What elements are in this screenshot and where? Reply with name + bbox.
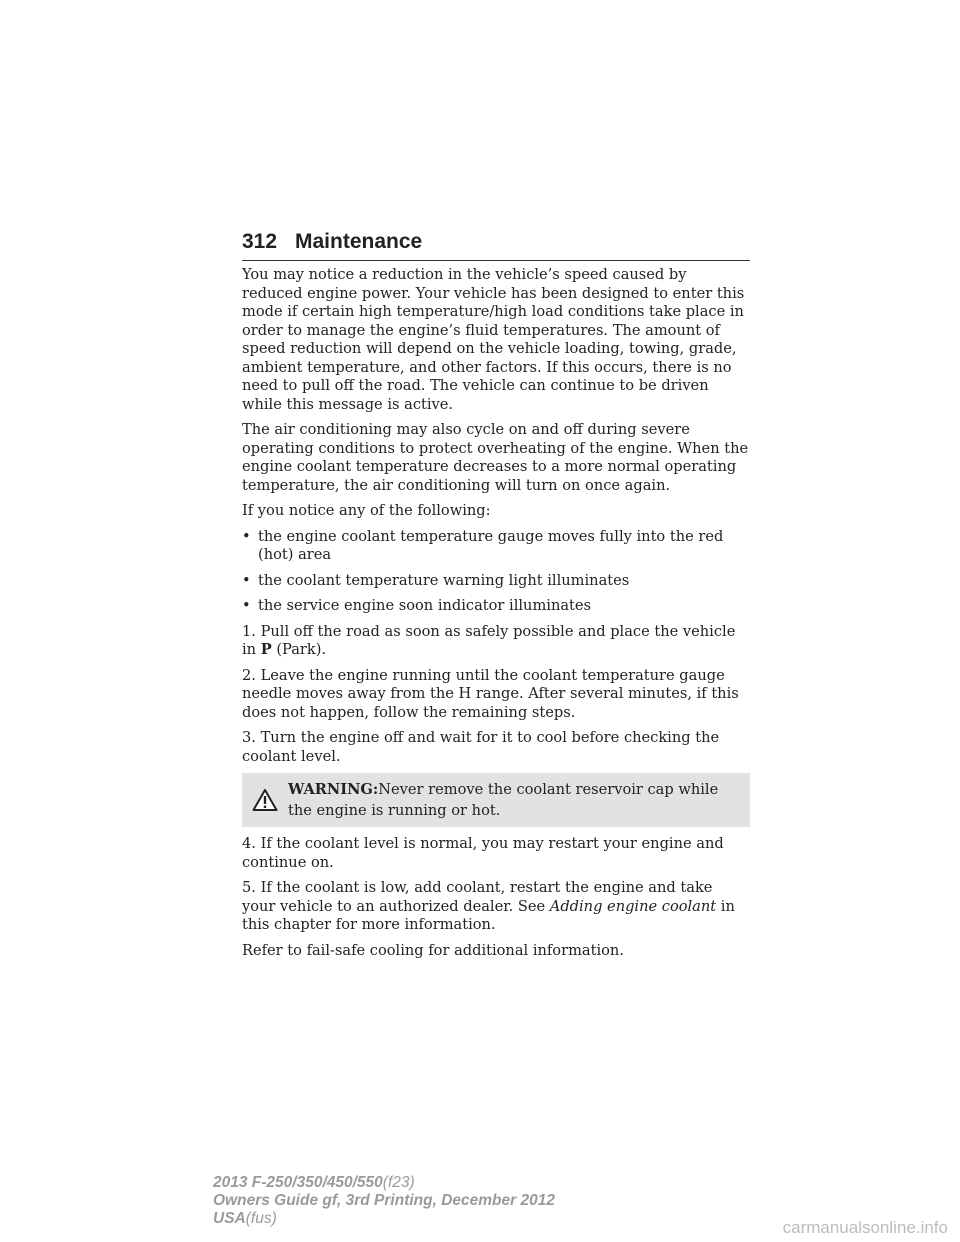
step-5-end: in this chapter for more information. [242, 897, 735, 933]
footer-model-code: (f23) [382, 1174, 415, 1191]
bullet-item [242, 597, 750, 616]
step-5-text: 5. If the coolant is low, add coolant, restart the engine and take your vehicle to an authorized dealer. See [242, 879, 713, 915]
cross-reference-link[interactable]: Adding engine coolant [549, 897, 717, 915]
paragraph-notice-intro: If you notice any of the following: [242, 502, 491, 519]
bullet-item [242, 528, 750, 565]
footer-edition: Owners Guide gf, 3rd Printing, December 2012 [213, 1192, 555, 1209]
page-number: 312 [242, 230, 278, 253]
bullet-dot: • [242, 571, 251, 589]
bullet-text: the coolant temperature warning light illuminates [258, 571, 630, 589]
paragraph-reduced-power: You may notice a reduction in the vehicle’s speed caused by reduced engine power. Your vehicle has been designed to enter this mode if certain high temperature/high load conditions take place in order to manage the engine’s fluid temperatures. The amount of speed reduction will depend on the vehicle loading, towing, grade, ambient temperature, and other factors. If this occurs, there is no need to pull off the road. The vehicle can continue to be driven while this message is active. [242, 266, 745, 413]
warning-text [288, 779, 744, 821]
bullet-dot: • [242, 527, 251, 545]
warning-triangle-icon [252, 788, 278, 812]
section-title: Maintenance [295, 230, 423, 253]
bullet-dot: • [242, 597, 251, 614]
page-footer [213, 1174, 555, 1228]
page-header [242, 230, 750, 261]
warning-label: WARNING: [288, 781, 379, 798]
step-2: 2. Leave the engine running until the coolant temperature gauge needle moves away from the H range. After several minutes, if this does not happen, follow the remaining steps. [242, 666, 739, 721]
step-1-end: (Park). [271, 641, 327, 658]
paragraph-air-conditioning: The air conditioning may also cycle on and off during severe operating conditions to protect overheating of the engine. When the engine coolant temperature decreases to a more normal operating temperature, the air conditioning will turn on once again. [242, 421, 749, 494]
step-3: 3. Turn the engine off and wait for it to cool before checking the coolant level. [242, 729, 720, 765]
step-5 [242, 879, 750, 935]
bullet-text: the engine coolant temperature gauge moves fully into the red (hot) area [258, 527, 724, 563]
bullet-text: the service engine soon indicator illuminates [258, 597, 592, 614]
closing-note: Refer to fail-safe cooling for additional information. [242, 941, 624, 959]
step-4: 4. If the coolant level is normal, you may restart your engine and continue on. [242, 835, 724, 871]
watermark: carmanualsonline.info [782, 1218, 948, 1237]
footer-model: 2013 F-250/350/450/550 [213, 1174, 383, 1191]
park-gear-label: P [260, 641, 272, 658]
step-1 [242, 623, 750, 660]
warning-box [242, 773, 750, 827]
footer-region-code: (fus) [245, 1210, 277, 1227]
page-body [242, 266, 750, 967]
bullet-item [242, 572, 750, 591]
footer-region: USA [213, 1210, 246, 1227]
warning-message: Never remove the coolant reservoir cap while the engine is running or hot. [288, 781, 719, 819]
step-1-text: 1. Pull off the road as soon as safely possible and place the vehicle in [242, 622, 736, 658]
